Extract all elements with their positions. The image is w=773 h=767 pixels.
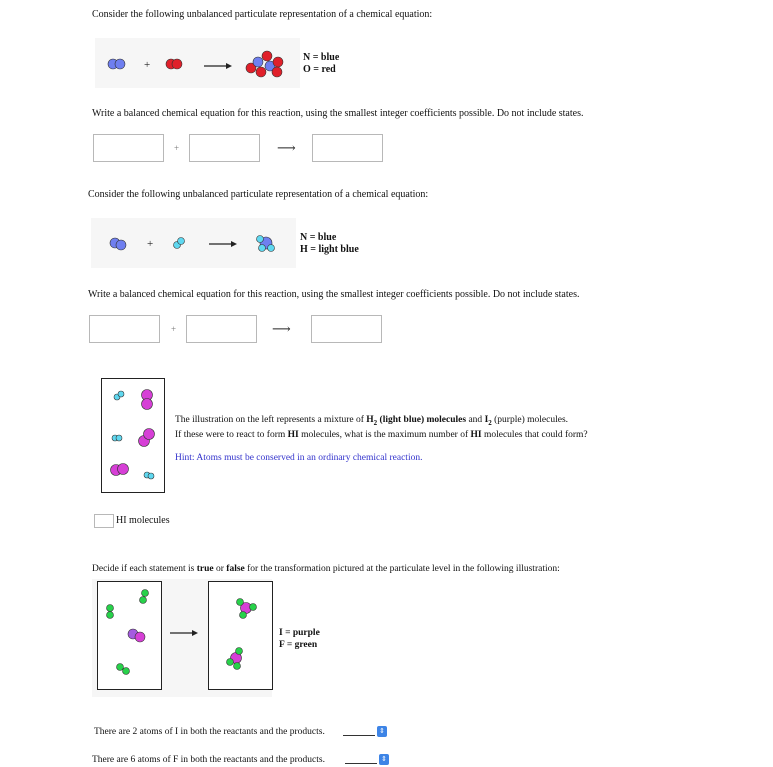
false-keyword: false [226,564,245,574]
f2-molecule [107,605,114,619]
q3-answer-input[interactable] [94,514,114,528]
q1-arrow: ⟶ [277,140,296,155]
q1-legend-n: N = blue [303,52,340,63]
q1-reactant1-input[interactable] [93,134,164,162]
q2-reactant1-input[interactable] [89,315,160,343]
q1-molecules-svg [95,38,300,88]
q2-plus: + [171,324,177,334]
f2-molecule [140,590,149,604]
q4-legend-f: F = green [279,640,318,650]
q4-text: for the transformation pictured at the particulate level in the following illustration: [244,564,560,574]
i2-formula: I [484,415,489,425]
q4-reaction-arrow [170,628,200,638]
nh3-molecule [257,236,275,252]
q1-product-input[interactable] [312,134,383,162]
q2-plus-symbol: + [147,238,154,250]
hi-formula: HI [470,430,482,440]
q1-plus: + [174,143,180,153]
q3-text: molecules. [524,415,569,425]
q2-arrow: ⟶ [272,321,291,336]
q4-statement-1: There are 2 atoms of I in both the reactants and the products. [94,727,325,737]
q4-reactants-svg [98,582,163,691]
f2-molecule [117,664,130,675]
q4-products-box [208,581,273,690]
select-underline [345,763,377,764]
q1-legend-o: O = red [303,64,336,75]
q2-reaction-arrow [209,241,237,247]
q4-statement-2: There are 6 atoms of F in both the reactants and the products. [92,755,325,765]
i2-molecule [142,390,153,410]
q3-hint: Hint: Atoms must be conserved in an ordinary chemical reaction. [175,453,423,463]
i2-subscript: 2 [488,418,492,427]
q2-legend-n: N = blue [300,232,337,243]
q3-text: molecules, what is the maximum number of [298,430,471,440]
h2-molecule [112,435,122,441]
if3-molecule [237,599,257,619]
n2-molecule [108,59,125,69]
h2-formula: H [366,415,374,425]
q4-statement-2-select[interactable] [345,754,389,765]
q4-text: Decide if each statement is [92,564,197,574]
q3-answer-label: HI molecules [116,515,170,526]
i2-molecule [128,629,145,642]
q2-illustration-panel [91,218,296,268]
q2-legend-h: H = light blue [300,244,359,255]
select-toggle-icon[interactable]: ⇕ [379,754,389,765]
true-keyword: true [196,564,214,574]
q3-text: The illustration on the left represents a mixture of [175,415,367,425]
select-underline [343,735,375,736]
i2-molecule [139,429,155,447]
h2-molecule [114,391,124,400]
if3-molecule [227,648,243,670]
q1-reaction-arrow [204,63,232,69]
q1-illustration-panel [95,38,300,88]
q4-text: or [213,564,227,574]
q3-text: and [466,415,485,425]
q3-description-line1 [175,414,568,429]
h2-subscript: 2 [373,418,378,427]
h2-description: (light blue) molecules [377,415,467,425]
q3-text: molecules that could form? [481,430,588,440]
q4-prompt [92,563,560,575]
q3-mixture-box [101,378,165,493]
q2-product-input[interactable] [311,315,382,343]
q4-legend-i: I = purple [279,628,320,638]
q3-mixture-svg [102,379,166,494]
q2-molecules-svg [91,218,296,268]
q4-products-svg [209,582,274,691]
q4-reactants-box [97,581,162,690]
q2-reactant2-input[interactable] [186,315,257,343]
q4-statement-1-select[interactable] [343,726,387,737]
q2-instruction: Write a balanced chemical equation for this reaction, using the smallest integer coefficients possible. Do not include states. [88,289,580,300]
q1-plus-symbol: + [144,59,151,71]
q1-prompt: Consider the following unbalanced particulate representation of a chemical equation: [92,9,433,20]
i2-molecule [111,464,129,476]
h2-molecule [174,238,185,249]
q2-prompt: Consider the following unbalanced particulate representation of a chemical equation: [88,189,429,200]
o2-molecule [166,59,182,69]
select-toggle-icon[interactable]: ⇕ [377,726,387,737]
i2-description: (purple) [491,415,525,425]
q1-reactant2-input[interactable] [189,134,260,162]
q3-description-line2 [175,429,588,441]
hi-formula: HI [287,430,299,440]
h2-molecule [144,472,154,479]
q1-instruction: Write a balanced chemical equation for this reaction, using the smallest integer coefficients possible. Do not include states. [92,108,584,119]
product-molecule [246,51,283,77]
q3-text: If these were to react to form [175,430,288,440]
n2-molecule [110,238,126,250]
